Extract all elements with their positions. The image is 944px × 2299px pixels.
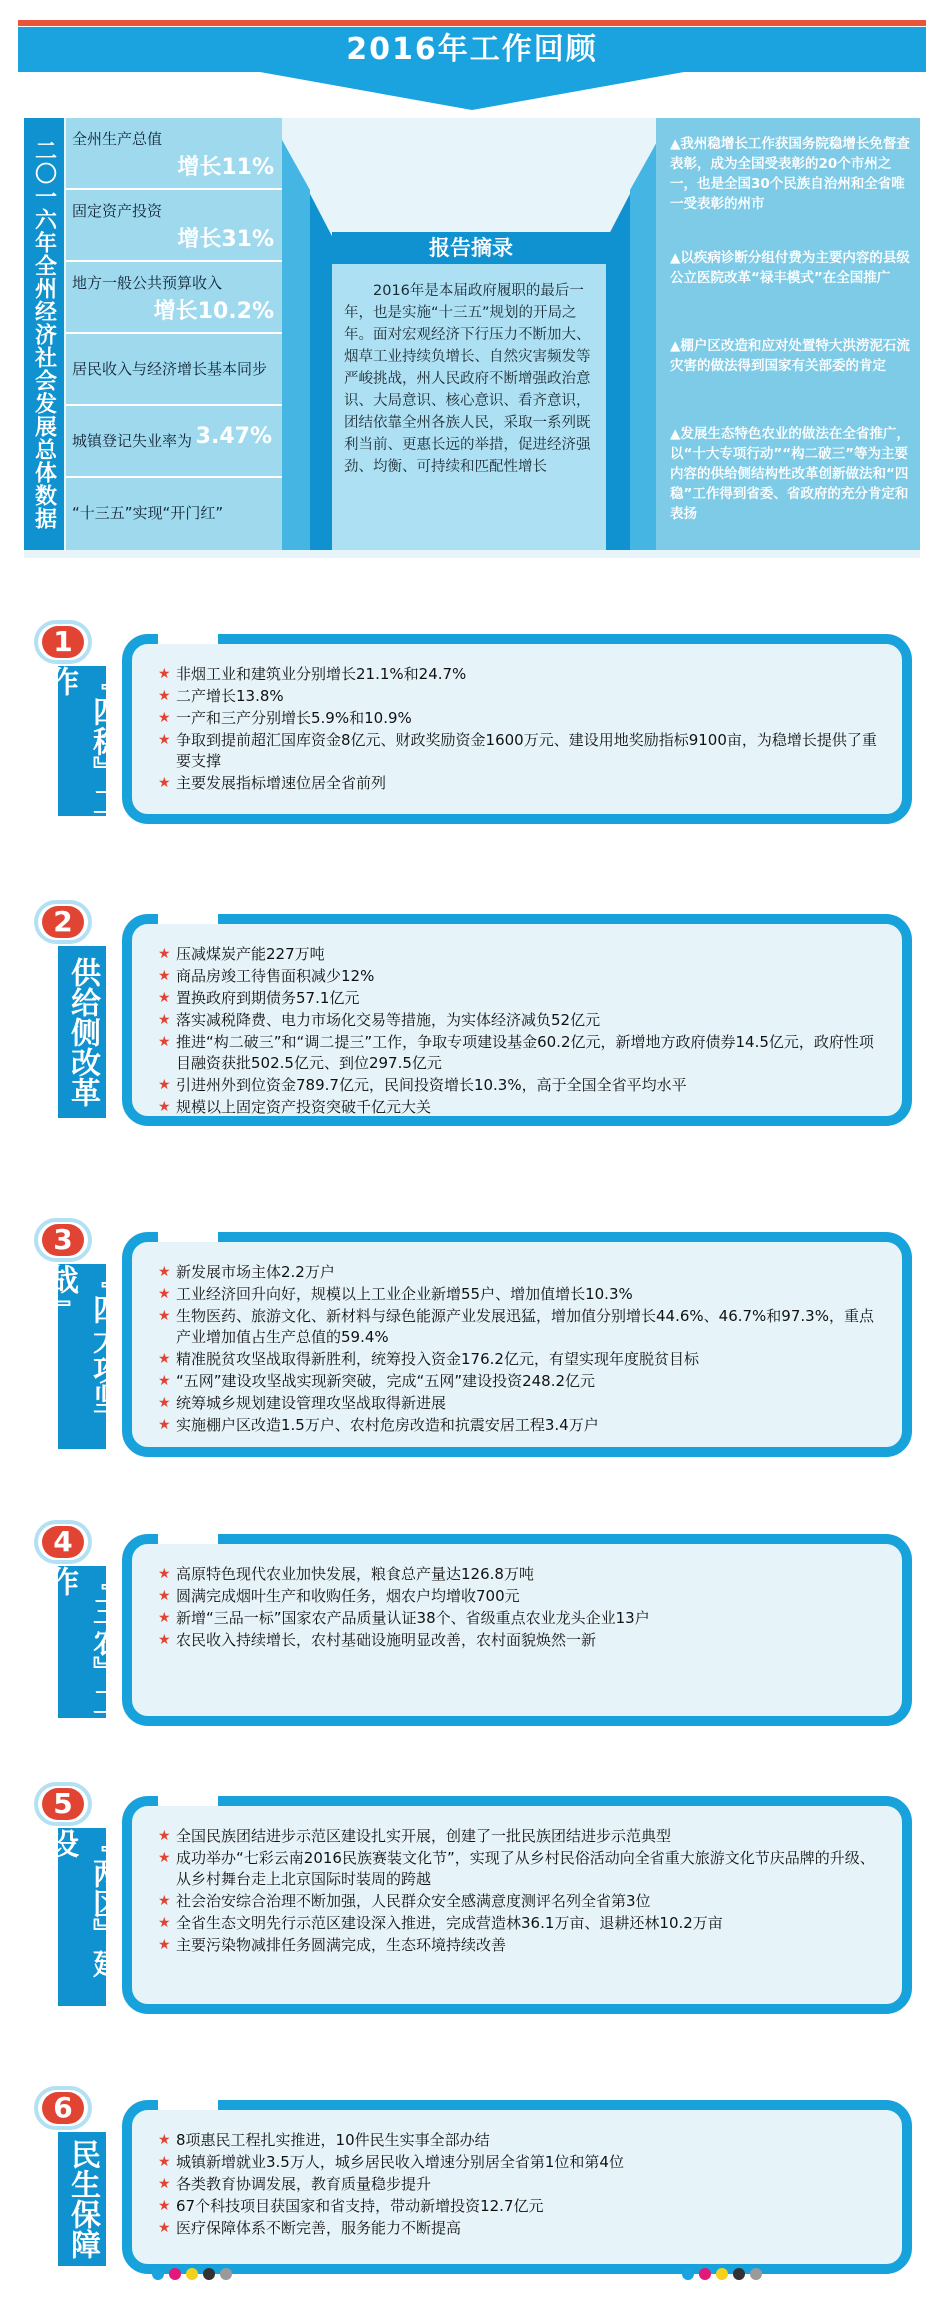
list-item-text: 圆满完成烟叶生产和收购任务，烟农户均增收700元 (176, 1587, 520, 1605)
list-item-text: 8项惠民工程扎实推进，10件民生实事全部办结 (176, 2131, 490, 2149)
list-item (158, 2218, 882, 2239)
stat-row (66, 406, 282, 478)
section-number: 3 (42, 1224, 84, 1256)
section-number: 2 (42, 906, 84, 938)
section-2 (18, 900, 926, 1122)
list-item (158, 1075, 882, 1096)
achievement-item: ▲我州稳增长工作获国务院稳增长免督查表彰，成为全国受表彰的20个市州之一，也是全国30个民族自治州和全省唯一受表彰的州市 (670, 136, 910, 212)
stat-label: 固定资产投资 (72, 202, 163, 220)
list-item (158, 664, 882, 685)
section-4 (18, 1520, 926, 1722)
list-item-text: 一产和三产分别增长5.9%和10.9% (176, 709, 412, 727)
star-bullet-icon: ★ (158, 1566, 171, 1582)
star-bullet-icon: ★ (158, 710, 171, 726)
list-item (158, 1608, 882, 1629)
list-item (158, 1586, 882, 1607)
section-item-list (158, 664, 882, 795)
achievement-item: ▲棚户区改造和应对处置特大洪涝泥石流灾害的做法得到国家有关部委的肯定 (670, 338, 910, 374)
list-item (158, 686, 882, 707)
fan-connector-left (282, 130, 334, 550)
section-number: 1 (42, 626, 84, 658)
section-label: 『四大攻坚战』 (58, 1264, 106, 1449)
list-item-text: 新增“三品一标”国家农产品质量认证38个、省级重点农业龙头企业13户 (176, 1609, 650, 1627)
section-number-badge (34, 1782, 92, 1826)
star-bullet-icon: ★ (158, 1632, 171, 1648)
list-item (158, 708, 882, 729)
stat-row (66, 262, 282, 334)
section-item-list (158, 1564, 882, 1652)
footer-dot (220, 2268, 232, 2280)
report-excerpt-title: 报告摘录 (332, 232, 610, 264)
list-item-text: 统筹城乡规划建设管理攻坚战取得新进展 (176, 1394, 447, 1412)
section-number-badge (34, 2086, 92, 2130)
list-item-text: 非烟工业和建筑业分别增长21.1%和24.7% (176, 665, 467, 683)
summary-vertical-title: 二〇一六年全州经济社会发展总体数据 (24, 118, 64, 550)
list-item-text: 主要发展指标增速位居全省前列 (176, 774, 387, 792)
top-accent-rule (18, 20, 926, 26)
list-item (158, 2196, 882, 2217)
list-item (158, 1891, 882, 1912)
list-item (158, 1913, 882, 1934)
star-bullet-icon: ★ (158, 1373, 171, 1389)
list-item-text: 67个科技项目获国家和省支持，带动新增投资12.7亿元 (176, 2197, 544, 2215)
section-item-list (158, 2130, 882, 2240)
star-bullet-icon: ★ (158, 1893, 171, 1909)
list-item-text: 二产增长13.8% (176, 687, 284, 705)
section-number: 6 (42, 2092, 84, 2124)
section-label: 『三农』工作 (43, 1566, 122, 1716)
section-6 (18, 2086, 926, 2270)
star-bullet-icon: ★ (158, 1012, 171, 1028)
section-number-badge (34, 1520, 92, 1564)
list-item-text: 农民收入持续增长，农村基础设施明显改善，农村面貌焕然一新 (176, 1631, 597, 1649)
section-label: 『两区』建设 (58, 1828, 106, 2006)
section-content-box (122, 2100, 912, 2274)
star-bullet-icon: ★ (158, 2220, 171, 2236)
section-content-box (122, 634, 912, 824)
footer-dot (750, 2268, 762, 2280)
list-item-text: 压减煤炭产能227万吨 (176, 945, 325, 963)
footer-dot (699, 2268, 711, 2280)
list-item (158, 2152, 882, 2173)
stat-value: 增长11% (177, 155, 274, 180)
page-title: 2016年工作回顾 (346, 32, 598, 67)
list-item-text: 全省生态文明先行示范区建设深入推进，完成营造林36.1万亩、退耕还林10.2万亩 (176, 1914, 723, 1932)
star-bullet-icon: ★ (158, 1286, 171, 1302)
list-item-text: 医疗保障体系不断完善，服务能力不断提高 (176, 2219, 462, 2237)
list-item (158, 773, 882, 794)
star-bullet-icon: ★ (158, 2132, 171, 2148)
stat-label: 全州生产总值 (72, 130, 163, 148)
list-item-text: 精准脱贫攻坚战取得新胜利，统筹投入资金176.2亿元，有望实现年度脱贫目标 (176, 1350, 699, 1368)
footer-dots-left (152, 2268, 232, 2280)
list-item (158, 730, 882, 772)
list-item (158, 1564, 882, 1585)
report-excerpt-body: 2016年是本届政府履职的最后一年，也是实施“十三五”规划的开局之年。面对宏观经济下行压力不断加大、烟草工业持续负增长、自然灾害频发等严峻挑战，州人民政府不断增强政治意识、大局意识、核心意识、看齐意识，团结依靠全州各族人民，采取一系列既利当前、更惠长远的举措，促进经济强劲、均衡、可持续和匹配性增长 (344, 283, 591, 475)
list-item-text: 高原特色现代农业加快发展，粮食总产量达126.8万吨 (176, 1565, 534, 1583)
list-item (158, 1415, 882, 1436)
list-item (158, 1284, 882, 1305)
stat-value: 3.47% (195, 424, 272, 449)
section-label: 『四稳』工作 (43, 666, 122, 816)
list-item (158, 944, 882, 965)
list-item-text: 实施棚户区改造1.5万户、农村危房改造和抗震安居工程3.4万户 (176, 1416, 599, 1434)
footer-dot (682, 2268, 694, 2280)
star-bullet-icon: ★ (158, 2154, 171, 2170)
list-item (158, 1371, 882, 1392)
list-item (158, 1848, 882, 1890)
star-bullet-icon: ★ (158, 1308, 171, 1324)
list-item (158, 1349, 882, 1370)
list-item-text: 置换政府到期债务57.1亿元 (176, 989, 360, 1007)
stat-row (66, 478, 282, 550)
list-item (158, 1306, 882, 1348)
star-bullet-icon: ★ (158, 1034, 171, 1050)
star-bullet-icon: ★ (158, 2176, 171, 2192)
star-bullet-icon: ★ (158, 2198, 171, 2214)
list-item (158, 1262, 882, 1283)
star-bullet-icon: ★ (158, 666, 171, 682)
list-item-text: 主要污染物减排任务圆满完成，生态环境持续改善 (176, 1936, 507, 1954)
list-item-text: 引进州外到位资金789.7亿元，民间投资增长10.3%，高于全国全省平均水平 (176, 1076, 687, 1094)
section-number-badge (34, 900, 92, 944)
section-1 (18, 620, 926, 820)
star-bullet-icon: ★ (158, 1850, 171, 1866)
list-item (158, 1393, 882, 1414)
list-item (158, 1630, 882, 1651)
list-item-text: 城镇新增就业3.5万人，城乡居民收入增速分别居全省第1位和第4位 (176, 2153, 624, 2171)
star-bullet-icon: ★ (158, 1351, 171, 1367)
stat-row (66, 334, 282, 406)
list-item-text: 全国民族团结进步示范区建设扎实开展，创建了一批民族团结进步示范典型 (176, 1827, 672, 1845)
list-item (158, 1032, 882, 1074)
footer-dot (169, 2268, 181, 2280)
list-item (158, 1935, 882, 1956)
stat-label: 城镇登记失业率为 (72, 432, 193, 450)
stat-row (66, 190, 282, 262)
star-bullet-icon: ★ (158, 1588, 171, 1604)
list-item (158, 966, 882, 987)
footer-dot (716, 2268, 728, 2280)
star-bullet-icon: ★ (158, 990, 171, 1006)
footer-dot (186, 2268, 198, 2280)
footer-dot (733, 2268, 745, 2280)
section-content-box (122, 914, 912, 1126)
stat-label: 地方一般公共预算收入 (72, 274, 223, 292)
list-item-text: 各类教育协调发展，教育质量稳步提升 (176, 2175, 432, 2193)
list-item (158, 2130, 882, 2151)
section-item-list (158, 944, 882, 1119)
section-item-list (158, 1826, 882, 1957)
star-bullet-icon: ★ (158, 732, 171, 748)
list-item (158, 2174, 882, 2195)
report-excerpt-panel (332, 232, 610, 550)
list-item (158, 1010, 882, 1031)
star-bullet-icon: ★ (158, 1077, 171, 1093)
list-item-text: 生物医药、旅游文化、新材料与绿色能源产业发展迅猛，增加值分别增长44.6%、46.7%和97.3%，重点产业增加值占生产总值的59.4% (176, 1307, 874, 1346)
section-number-badge (34, 620, 92, 664)
list-item-text: 新发展市场主体2.2万户 (176, 1263, 335, 1281)
star-bullet-icon: ★ (158, 1610, 171, 1626)
star-bullet-icon: ★ (158, 1937, 171, 1953)
list-item-text: 成功举办“七彩云南2016民族赛装文化节”，实现了从乡村民俗活动向全省重大旅游文化节庆品牌的升级、从乡村舞台走上北京国际时装周的跨越 (176, 1849, 875, 1888)
star-bullet-icon: ★ (158, 1395, 171, 1411)
stat-label: 居民收入与经济增长基本同步 (72, 360, 268, 378)
list-item-text: 落实减税降费、电力市场化交易等措施，为实体经济减负52亿元 (176, 1011, 601, 1029)
list-item (158, 1097, 882, 1118)
stat-row (66, 118, 282, 190)
section-5 (18, 1782, 926, 2010)
stats-panel (66, 118, 282, 550)
star-bullet-icon: ★ (158, 1915, 171, 1931)
star-bullet-icon: ★ (158, 1099, 171, 1115)
list-item (158, 988, 882, 1009)
footer-dot (203, 2268, 215, 2280)
star-bullet-icon: ★ (158, 946, 171, 962)
section-content-box (122, 1232, 912, 1457)
list-item-text: “五网”建设攻坚战实现新突破，完成“五网”建设投资248.2亿元 (176, 1372, 596, 1390)
star-bullet-icon: ★ (158, 968, 171, 984)
list-item-text: 规模以上固定资产投资突破千亿元大关 (176, 1098, 432, 1116)
section-content-box (122, 1796, 912, 2014)
stat-value: 增长10.2% (153, 299, 274, 324)
section-number: 4 (42, 1526, 84, 1558)
section-3 (18, 1218, 926, 1453)
star-bullet-icon: ★ (158, 775, 171, 791)
stat-value: 增长31% (177, 227, 274, 252)
section-label: 供给侧改革 (58, 946, 106, 1118)
stat-label: “十三五”实现“开门红” (72, 504, 224, 522)
list-item-text: 商品房竣工待售面积减少12% (176, 967, 375, 985)
footer-dots-right (682, 2268, 762, 2280)
list-item-text: 社会治安综合治理不断加强，人民群众安全感满意度测评名列全省第3位 (176, 1892, 651, 1910)
section-number-badge (34, 1218, 92, 1262)
fan-connector-right (606, 130, 658, 550)
section-label: 民生保障 (58, 2132, 106, 2266)
achievements-panel (656, 118, 920, 550)
section-number: 5 (42, 1788, 84, 1820)
achievement-item: ▲发展生态特色农业的做法在全省推广，以“十大专项行动”“构二破三”等为主要内容的供给侧结构性改革创新做法和“四稳”工作得到省委、省政府的充分肯定和表扬 (670, 426, 910, 522)
star-bullet-icon: ★ (158, 1828, 171, 1844)
list-item (158, 1826, 882, 1847)
star-bullet-icon: ★ (158, 1417, 171, 1433)
list-item-text: 推进“构二破三”和“调二提三”工作，争取专项建设基金60.2亿元，新增地方政府债券14.5亿元，政府性项目融资获批502.5亿元、到位297.5亿元 (176, 1033, 874, 1072)
footer-dot (152, 2268, 164, 2280)
list-item-text: 工业经济回升向好，规模以上工业企业新增55户、增加值增长10.3% (176, 1285, 633, 1303)
achievement-item: ▲以疾病诊断分组付费为主要内容的县级公立医院改革“禄丰模式”在全国推广 (670, 250, 910, 286)
star-bullet-icon: ★ (158, 688, 171, 704)
section-content-box (122, 1534, 912, 1726)
list-item-text: 争取到提前超汇国库资金8亿元、财政奖励资金1600万元、建设用地奖励指标9100亩，为稳增长提供了重要支撑 (176, 731, 877, 770)
star-bullet-icon: ★ (158, 1264, 171, 1280)
section-item-list (158, 1262, 882, 1437)
title-banner-arrow (260, 72, 684, 110)
